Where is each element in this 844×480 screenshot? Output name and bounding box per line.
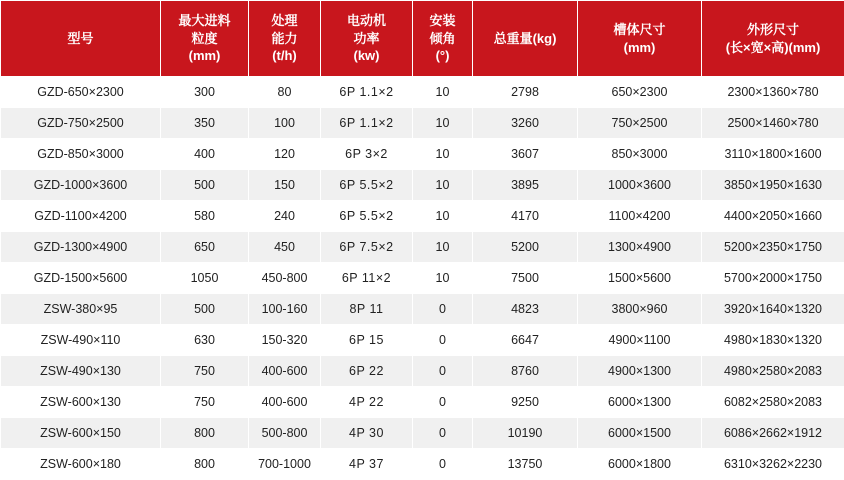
data-cell: 750: [161, 356, 249, 387]
data-cell: 850×3000: [578, 139, 702, 170]
table-row: [1, 77, 844, 108]
data-cell: 80: [249, 77, 321, 108]
model-cell: GZD-1500×5600: [1, 263, 161, 294]
data-cell: 4980×2580×2083: [702, 356, 844, 387]
data-cell: 450: [249, 232, 321, 263]
data-cell: 100: [249, 108, 321, 139]
data-cell: 10: [413, 263, 473, 294]
data-cell: 6P 3×2: [321, 139, 413, 170]
data-cell: 2300×1360×780: [702, 77, 844, 108]
data-cell: 4400×2050×1660: [702, 201, 844, 232]
column-header-3: [321, 1, 413, 77]
data-cell: 4823: [473, 294, 578, 325]
model-cell: ZSW-380×95: [1, 294, 161, 325]
model-cell: GZD-750×2500: [1, 108, 161, 139]
column-header-line: 外形尺寸: [704, 21, 842, 39]
data-cell: 240: [249, 201, 321, 232]
data-cell: 0: [413, 387, 473, 418]
data-cell: 580: [161, 201, 249, 232]
data-cell: 3920×1640×1320: [702, 294, 844, 325]
data-cell: 800: [161, 418, 249, 449]
column-header-line: (t/h): [251, 47, 318, 65]
model-cell: GZD-1100×4200: [1, 201, 161, 232]
data-cell: 0: [413, 325, 473, 356]
data-cell: 13750: [473, 449, 578, 480]
model-cell: ZSW-490×130: [1, 356, 161, 387]
data-cell: 6000×1800: [578, 449, 702, 480]
model-cell: ZSW-490×110: [1, 325, 161, 356]
data-cell: 500: [161, 170, 249, 201]
data-cell: 2500×1460×780: [702, 108, 844, 139]
data-cell: 300: [161, 77, 249, 108]
data-cell: 6P 5.5×2: [321, 170, 413, 201]
data-cell: 8760: [473, 356, 578, 387]
column-header-line: (mm): [163, 47, 246, 65]
table-row: [1, 449, 844, 480]
column-header-2: [249, 1, 321, 77]
data-cell: 6082×2580×2083: [702, 387, 844, 418]
data-cell: 4900×1300: [578, 356, 702, 387]
column-header-line: (长×宽×高)(mm): [704, 39, 842, 57]
data-cell: 4980×1830×1320: [702, 325, 844, 356]
data-cell: 6P 1.1×2: [321, 108, 413, 139]
column-header-line: 电动机: [323, 12, 410, 30]
data-cell: 1500×5600: [578, 263, 702, 294]
column-header-line: 处理: [251, 12, 318, 30]
data-cell: 400: [161, 139, 249, 170]
data-cell: 4170: [473, 201, 578, 232]
model-cell: ZSW-600×150: [1, 418, 161, 449]
model-cell: GZD-650×2300: [1, 77, 161, 108]
column-header-line: 粒度: [163, 30, 246, 48]
header-row: [1, 1, 844, 77]
table-row: [1, 201, 844, 232]
column-header-0: [1, 1, 161, 77]
data-cell: 1300×4900: [578, 232, 702, 263]
data-cell: 1050: [161, 263, 249, 294]
data-cell: 6000×1500: [578, 418, 702, 449]
data-cell: 10190: [473, 418, 578, 449]
data-cell: 3895: [473, 170, 578, 201]
data-cell: 2798: [473, 77, 578, 108]
table-row: [1, 418, 844, 449]
column-header-line: 槽体尺寸: [580, 21, 699, 39]
data-cell: 5700×2000×1750: [702, 263, 844, 294]
data-cell: 10: [413, 108, 473, 139]
data-cell: 10: [413, 201, 473, 232]
data-cell: 6P 7.5×2: [321, 232, 413, 263]
column-header-1: [161, 1, 249, 77]
data-cell: 3607: [473, 139, 578, 170]
column-header-line: 安装: [415, 12, 470, 30]
data-cell: 9250: [473, 387, 578, 418]
data-cell: 500: [161, 294, 249, 325]
data-cell: 0: [413, 418, 473, 449]
table-header: [1, 1, 844, 77]
data-cell: 750×2500: [578, 108, 702, 139]
data-cell: 6647: [473, 325, 578, 356]
data-cell: 800: [161, 449, 249, 480]
data-cell: 650×2300: [578, 77, 702, 108]
data-cell: 6P 11×2: [321, 263, 413, 294]
data-cell: 6086×2662×1912: [702, 418, 844, 449]
column-header-line: (°): [415, 47, 470, 65]
data-cell: 1100×4200: [578, 201, 702, 232]
table-row: [1, 294, 844, 325]
data-cell: 6P 1.1×2: [321, 77, 413, 108]
model-cell: GZD-1300×4900: [1, 232, 161, 263]
column-header-line: (kw): [323, 47, 410, 65]
data-cell: 0: [413, 449, 473, 480]
data-cell: 1000×3600: [578, 170, 702, 201]
column-header-line: 功率: [323, 30, 410, 48]
data-cell: 0: [413, 294, 473, 325]
data-cell: 700-1000: [249, 449, 321, 480]
table-row: [1, 170, 844, 201]
data-cell: 5200: [473, 232, 578, 263]
data-cell: 750: [161, 387, 249, 418]
data-cell: 6P 5.5×2: [321, 201, 413, 232]
data-cell: 400-600: [249, 356, 321, 387]
data-cell: 10: [413, 170, 473, 201]
model-cell: ZSW-600×130: [1, 387, 161, 418]
data-cell: 650: [161, 232, 249, 263]
data-cell: 3110×1800×1600: [702, 139, 844, 170]
column-header-line: 能力: [251, 30, 318, 48]
data-cell: 6P 15: [321, 325, 413, 356]
data-cell: 3260: [473, 108, 578, 139]
table-row: [1, 325, 844, 356]
data-cell: 120: [249, 139, 321, 170]
table-row: [1, 356, 844, 387]
data-cell: 7500: [473, 263, 578, 294]
data-cell: 3800×960: [578, 294, 702, 325]
data-cell: 450-800: [249, 263, 321, 294]
model-cell: GZD-850×3000: [1, 139, 161, 170]
data-cell: 500-800: [249, 418, 321, 449]
data-cell: 4P 37: [321, 449, 413, 480]
column-header-line: 总重量(kg): [475, 30, 575, 48]
table-row: [1, 108, 844, 139]
data-cell: 100-160: [249, 294, 321, 325]
column-header-line: 型号: [3, 30, 158, 48]
table-row: [1, 387, 844, 418]
data-cell: 6P 22: [321, 356, 413, 387]
data-cell: 3850×1950×1630: [702, 170, 844, 201]
table-row: [1, 232, 844, 263]
column-header-line: 倾角: [415, 30, 470, 48]
table-row: [1, 263, 844, 294]
data-cell: 10: [413, 232, 473, 263]
data-cell: 150-320: [249, 325, 321, 356]
data-cell: 6000×1300: [578, 387, 702, 418]
data-cell: 4900×1100: [578, 325, 702, 356]
data-cell: 4P 30: [321, 418, 413, 449]
data-cell: 350: [161, 108, 249, 139]
data-cell: 4P 22: [321, 387, 413, 418]
data-cell: 8P 11: [321, 294, 413, 325]
data-cell: 5200×2350×1750: [702, 232, 844, 263]
data-cell: 6310×3262×2230: [702, 449, 844, 480]
column-header-5: [473, 1, 578, 77]
data-cell: 10: [413, 77, 473, 108]
column-header-line: 最大进料: [163, 12, 246, 30]
model-cell: GZD-1000×3600: [1, 170, 161, 201]
data-cell: 630: [161, 325, 249, 356]
table-row: [1, 139, 844, 170]
column-header-7: [702, 1, 844, 77]
column-header-4: [413, 1, 473, 77]
data-cell: 0: [413, 356, 473, 387]
table-body: [1, 77, 844, 480]
column-header-6: [578, 1, 702, 77]
data-cell: 150: [249, 170, 321, 201]
data-cell: 10: [413, 139, 473, 170]
column-header-line: (mm): [580, 39, 699, 57]
data-cell: 400-600: [249, 387, 321, 418]
model-cell: ZSW-600×180: [1, 449, 161, 480]
